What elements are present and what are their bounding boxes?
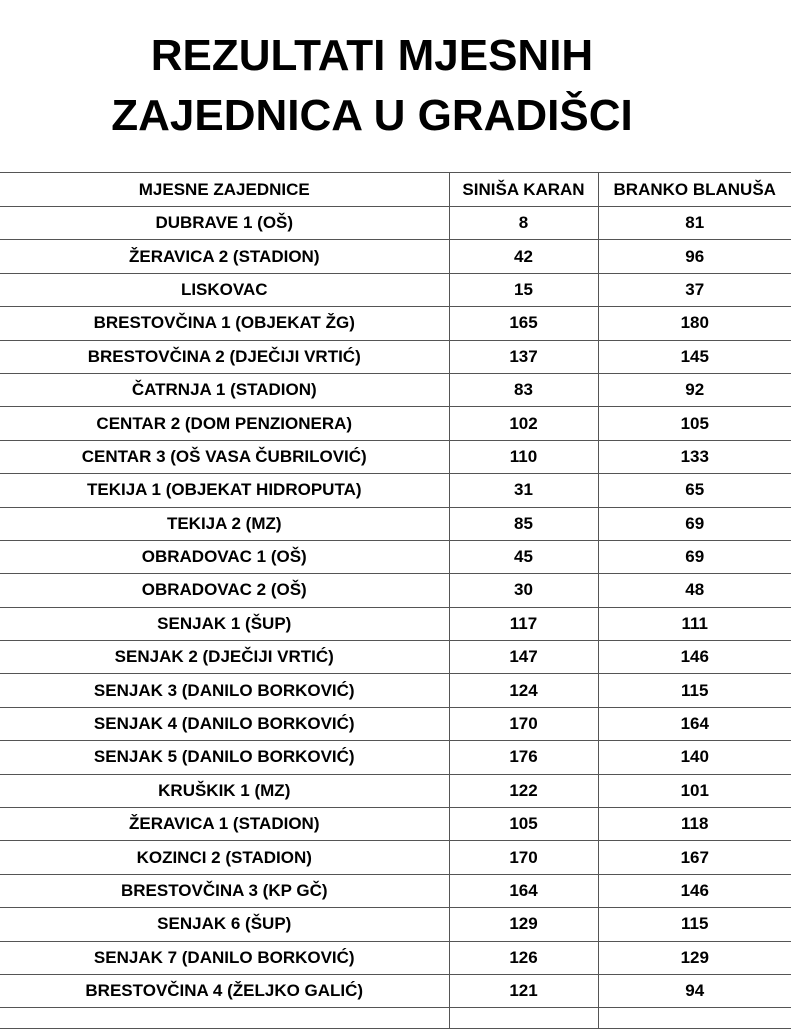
cell-branko-blanusa: 146 (598, 874, 791, 907)
table-row (0, 307, 791, 340)
cell-sinisa-karan: 170 (449, 707, 598, 740)
cell-sinisa-karan: 85 (449, 507, 598, 540)
cell-sinisa-karan: 164 (449, 874, 598, 907)
cell-mjesna-zajednica: OBRADOVAC 1 (OŠ) (0, 540, 449, 573)
cell-branko-blanusa: 115 (598, 908, 791, 941)
cell-sinisa-karan: 8 (449, 207, 598, 240)
cell-sinisa-karan: 124 (449, 674, 598, 707)
table-row (0, 908, 791, 941)
header-branko-blanusa: BRANKO BLANUŠA (598, 173, 791, 207)
cell-branko-blanusa: 92 (598, 373, 791, 406)
cell-sinisa-karan: 170 (449, 841, 598, 874)
empty-cell (598, 1008, 791, 1029)
cell-branko-blanusa: 105 (598, 407, 791, 440)
cell-mjesna-zajednica: TEKIJA 2 (MZ) (0, 507, 449, 540)
cell-mjesna-zajednica: LISKOVAC (0, 273, 449, 306)
cell-mjesna-zajednica: ČATRNJA 1 (STADION) (0, 373, 449, 406)
cell-mjesna-zajednica: BRESTOVČINA 2 (DJEČIJI VRTIĆ) (0, 340, 449, 373)
cell-sinisa-karan: 126 (449, 941, 598, 974)
cell-sinisa-karan: 110 (449, 440, 598, 473)
cell-mjesna-zajednica: BRESTOVČINA 3 (KP GČ) (0, 874, 449, 907)
cell-mjesna-zajednica: KOZINCI 2 (STADION) (0, 841, 449, 874)
cell-mjesna-zajednica: SENJAK 7 (DANILO BORKOVIĆ) (0, 941, 449, 974)
cell-mjesna-zajednica: KRUŠKIK 1 (MZ) (0, 774, 449, 807)
table-row (0, 941, 791, 974)
table-row (0, 540, 791, 573)
cell-mjesna-zajednica: DUBRAVE 1 (OŠ) (0, 207, 449, 240)
table-row (0, 808, 791, 841)
cell-mjesna-zajednica: SENJAK 6 (ŠUP) (0, 908, 449, 941)
page-title-line-1: REZULTATI MJESNIH (150, 31, 594, 80)
table-row (0, 841, 791, 874)
empty-cell (449, 1008, 598, 1029)
empty-cell (0, 1008, 449, 1029)
cell-mjesna-zajednica: CENTAR 2 (DOM PENZIONERA) (0, 407, 449, 440)
cell-sinisa-karan: 121 (449, 974, 598, 1007)
cell-branko-blanusa: 96 (598, 240, 791, 273)
cell-mjesna-zajednica: SENJAK 2 (DJEČIJI VRTIĆ) (0, 641, 449, 674)
cell-mjesna-zajednica: ŽERAVICA 2 (STADION) (0, 240, 449, 273)
header-mjesne-zajednice: MJESNE ZAJEDNICE (0, 173, 449, 207)
cell-branko-blanusa: 145 (598, 340, 791, 373)
cell-sinisa-karan: 45 (449, 540, 598, 573)
page-title-line-2: ZAJEDNICA U GRADIŠCI (111, 91, 633, 140)
cell-mjesna-zajednica: BRESTOVČINA 1 (OBJEKAT ŽG) (0, 307, 449, 340)
cell-branko-blanusa: 133 (598, 440, 791, 473)
cell-branko-blanusa: 118 (598, 808, 791, 841)
cell-sinisa-karan: 102 (449, 407, 598, 440)
cell-branko-blanusa: 167 (598, 841, 791, 874)
cell-branko-blanusa: 81 (598, 207, 791, 240)
table-row (0, 774, 791, 807)
cell-branko-blanusa: 146 (598, 641, 791, 674)
table-row (0, 207, 791, 240)
cell-sinisa-karan: 31 (449, 474, 598, 507)
cell-sinisa-karan: 122 (449, 774, 598, 807)
cell-branko-blanusa: 101 (598, 774, 791, 807)
cell-mjesna-zajednica: CENTAR 3 (OŠ VASA ČUBRILOVIĆ) (0, 440, 449, 473)
header-sinisa-karan: SINIŠA KARAN (449, 173, 598, 207)
cell-branko-blanusa: 164 (598, 707, 791, 740)
cell-mjesna-zajednica: SENJAK 4 (DANILO BORKOVIĆ) (0, 707, 449, 740)
table-row (0, 273, 791, 306)
table-row (0, 240, 791, 273)
cell-sinisa-karan: 15 (449, 273, 598, 306)
cell-mjesna-zajednica: BRESTOVČINA 4 (ŽELJKO GALIĆ) (0, 974, 449, 1007)
cell-branko-blanusa: 69 (598, 507, 791, 540)
cell-branko-blanusa: 69 (598, 540, 791, 573)
cell-sinisa-karan: 30 (449, 574, 598, 607)
cell-sinisa-karan: 137 (449, 340, 598, 373)
table-row (0, 373, 791, 406)
table-row (0, 674, 791, 707)
table-header-row (0, 173, 791, 207)
cell-mjesna-zajednica: SENJAK 5 (DANILO BORKOVIĆ) (0, 741, 449, 774)
cell-sinisa-karan: 129 (449, 908, 598, 941)
page-title (0, 26, 744, 146)
cell-branko-blanusa: 94 (598, 974, 791, 1007)
cell-sinisa-karan: 105 (449, 808, 598, 841)
cell-mjesna-zajednica: SENJAK 3 (DANILO BORKOVIĆ) (0, 674, 449, 707)
cell-branko-blanusa: 129 (598, 941, 791, 974)
cell-branko-blanusa: 37 (598, 273, 791, 306)
results-table (0, 172, 791, 1029)
table-row (0, 874, 791, 907)
table-row (0, 607, 791, 640)
table-row (0, 440, 791, 473)
table-row (0, 407, 791, 440)
cell-branko-blanusa: 115 (598, 674, 791, 707)
table-row (0, 507, 791, 540)
cell-sinisa-karan: 147 (449, 641, 598, 674)
cell-sinisa-karan: 117 (449, 607, 598, 640)
cell-mjesna-zajednica: OBRADOVAC 2 (OŠ) (0, 574, 449, 607)
cell-branko-blanusa: 180 (598, 307, 791, 340)
cell-branko-blanusa: 65 (598, 474, 791, 507)
cell-branko-blanusa: 140 (598, 741, 791, 774)
cell-mjesna-zajednica: TEKIJA 1 (OBJEKAT HIDROPUTA) (0, 474, 449, 507)
cell-sinisa-karan: 83 (449, 373, 598, 406)
table-row (0, 707, 791, 740)
table-row-empty (0, 1008, 791, 1029)
cell-sinisa-karan: 165 (449, 307, 598, 340)
cell-mjesna-zajednica: ŽERAVICA 1 (STADION) (0, 808, 449, 841)
table-row (0, 574, 791, 607)
table-row (0, 974, 791, 1007)
cell-branko-blanusa: 48 (598, 574, 791, 607)
cell-sinisa-karan: 42 (449, 240, 598, 273)
table-row (0, 474, 791, 507)
cell-mjesna-zajednica: SENJAK 1 (ŠUP) (0, 607, 449, 640)
results-table-body (0, 207, 791, 1029)
table-row (0, 641, 791, 674)
table-row (0, 741, 791, 774)
table-row (0, 340, 791, 373)
cell-branko-blanusa: 111 (598, 607, 791, 640)
cell-sinisa-karan: 176 (449, 741, 598, 774)
